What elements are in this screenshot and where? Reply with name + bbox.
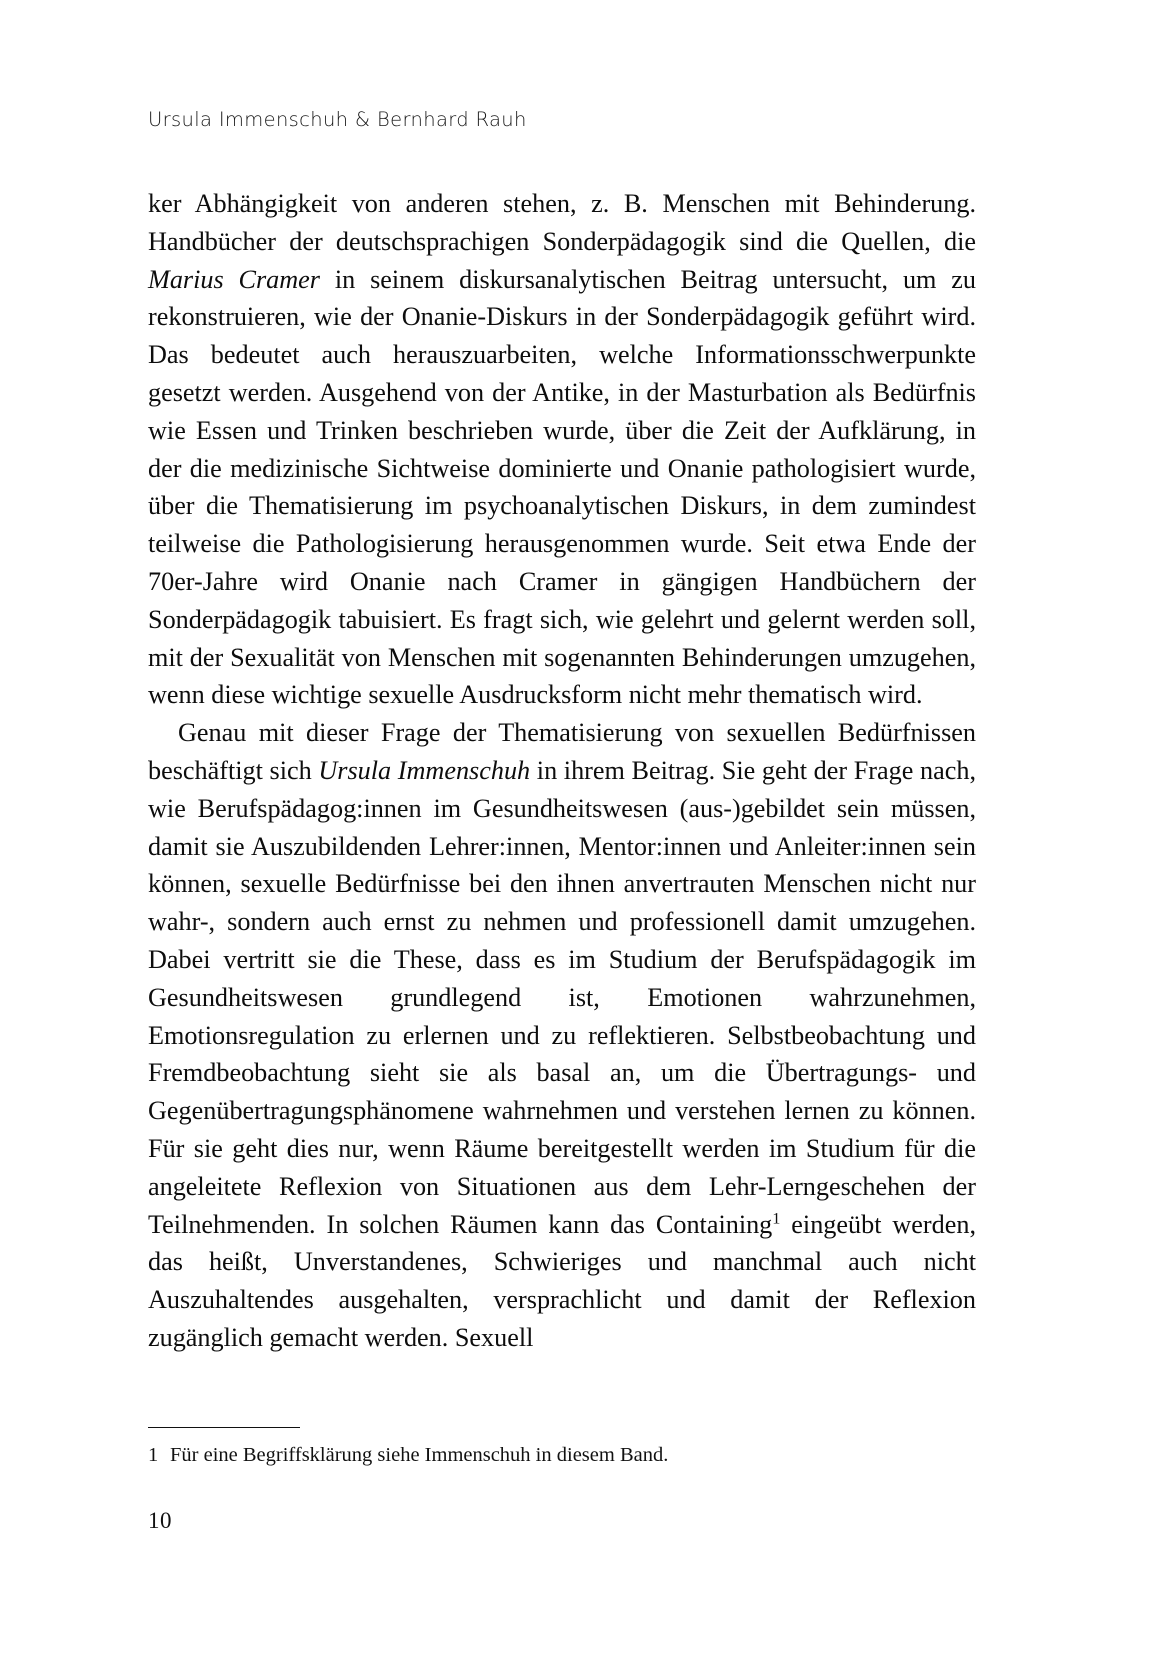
text-run: Genau mit dieser Frage der Thematisierung von sexuellen Bedürfnissen beschäftigt sich [148, 718, 976, 785]
text-run: eingeübt werden, das heißt, Unverstandenes, Schwieriges und manchmal auch nicht Auszuhaltendes ausgehalten, versprachlicht und damit der Reflexion zugänglich gemacht werden. Sexuell [148, 1209, 976, 1352]
footnote-reference-marker: 1 [772, 1208, 781, 1227]
text-run: ker Abhängigkeit von anderen stehen, z. B. Menschen mit Behinderung. Handbücher der deutschsprachigen Sonderpädagogik sind die Quellen, die [148, 189, 976, 256]
page-number: 10 [148, 1508, 172, 1533]
footnote-separator-rule [148, 1427, 300, 1428]
emphasized-name: Ursula Immenschuh [318, 755, 531, 785]
text-run: in ihrem Beitrag. Sie geht der Frage nach, wie Berufspädagog:innen im Gesundheitswesen (aus-)gebildet sein müssen, damit sie Auszubildenden Lehrer:innen, Mentor:innen und Anleiter:innen sein können, sexuelle Bedürfnisse bei den ihnen anvertrauten Menschen nicht nur wahr-, sondern auch ernst zu nehmen und professionell damit umzugehen. Dabei vertritt sie die These, dass es im Studium der Berufspädagogik im Gesundheitswesen grundlegend ist, Emotionen wahrzunehmen, Emotionsregulation zu erlernen und zu reflektieren. Selbstbeobachtung und Fremdbeobachtung sieht sie als basal an, um die Übertragungs- und Gegenübertragungsphänomene wahrnehmen und verstehen lernen zu können. Für sie geht dies nur, wenn Räume bereitgestellt werden im Studium für die angeleitete Reflexion von Situationen aus dem Lehr-Lerngeschehen der Teilnehmenden. In solchen Räumen kann das Containing [148, 755, 976, 1239]
running-head: Ursula Immenschuh & Bernhard Rauh [148, 108, 527, 131]
footnote-number: 1 [148, 1444, 159, 1466]
text-run: in seinem diskursanalytischen Beitrag untersucht, um zu rekonstruieren, wie der Onanie-Diskurs in der Sonderpädagogik geführt wird. Das bedeutet auch herauszuarbeiten, welche Informationsschwerpunkte gesetzt werden. Ausgehend von der Antike, in der Masturbation als Bedürfnis wie Essen und Trinken beschrieben wurde, über die Zeit der Aufklärung, in der die medizinische Sichtweise dominierte und Onanie pathologisiert wurde, über die Thematisierung im psychoanalytischen Diskurs, in dem zumindest teilweise die Pathologisierung herausgenommen wurde. Seit etwa Ende der 70er-Jahre wird Onanie nach Cramer in gängigen Handbüchern der Sonderpädagogik tabuisiert. Es fragt sich, wie gelehrt und gelernt werden soll, mit der Sexualität von Menschen mit sogenannten Behinderungen umzugehen, wenn diese wichtige sexuelle Ausdrucksform nicht mehr thematisch wird. [148, 264, 976, 710]
emphasized-name: Marius Cramer [148, 264, 320, 294]
body-text-block [148, 185, 976, 1357]
footnote-1 [148, 1441, 976, 1469]
para-2 [148, 714, 976, 1357]
para-1 [148, 185, 976, 714]
footnote-text: Für eine Begriffsklärung siehe Immenschuh in diesem Band. [170, 1444, 669, 1466]
